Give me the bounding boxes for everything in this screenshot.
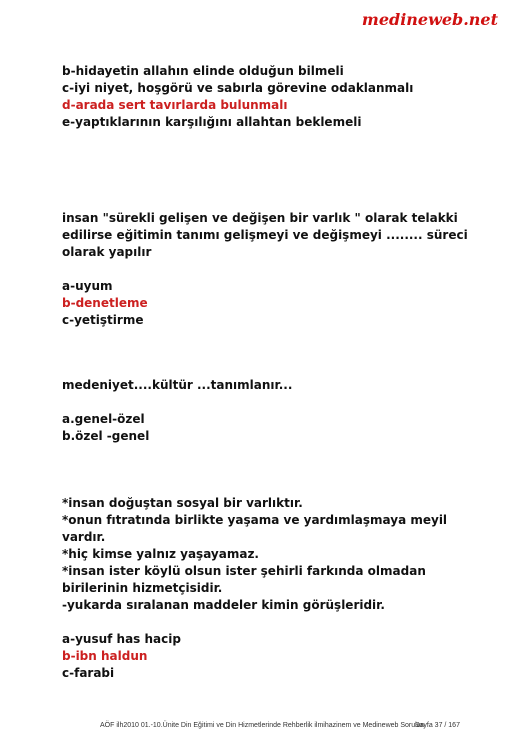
question-text: *insan ister köylü olsun ister şehirli farkında olmadan [62,564,426,578]
correct-option: b-ibn haldun [62,649,148,663]
question-text: -yukarda sıralanan maddeler kimin görüşleridir. [62,598,385,612]
option: b.özel -genel [62,429,150,443]
question-2 [62,210,502,329]
question-text: birilerinin hizmetçisidir. [62,581,223,595]
page-footer [100,722,472,729]
question-text: insan "sürekli gelişen ve değişen bir varlık " olarak telakki [62,211,458,225]
question-1 [62,63,502,131]
question-text: *insan doğuştan sosyal bir varlıktır. [62,496,303,510]
footer-text: AÖF ilh2010 01.-10.Ünite Din Eğitimi ve Din Hizmetlerinde Rehberlik ilmihazinem ve Medineweb Soruları [100,722,425,729]
option: a-yusuf has hacip [62,632,181,646]
option: c-yetiştirme [62,313,144,327]
question-3 [62,377,502,445]
question-text: *hiç kimse yalnız yaşayamaz. [62,547,259,561]
question-text: vardır. [62,530,106,544]
question-text: olarak yapılır [62,245,152,259]
question-4 [62,495,502,682]
option: c-farabi [62,666,115,680]
page-number: Sayfa 37 / 167 [414,722,460,729]
question-text: edilirse eğitimin tanımı gelişmeyi ve değişmeyi ........ süreci [62,228,468,242]
option: c-iyi niyet, hoşgörü ve sabırla görevine odaklanmalı [62,81,414,95]
option: a-uyum [62,279,113,293]
option: e-yaptıklarının karşılığını allahtan beklemeli [62,115,362,129]
option: b-hidayetin allahın elinde olduğun bilmeli [62,64,344,78]
question-text: *onun fıtratında birlikte yaşama ve yardımlaşmaya meyil [62,513,448,527]
option: a.genel-özel [62,412,145,426]
question-text: medeniyet....kültür ...tanımlanır... [62,378,293,392]
site-brand: medineweb.net [361,10,498,29]
correct-option: d-arada sert tavırlarda bulunmalı [62,98,288,112]
correct-option: b-denetleme [62,296,148,310]
